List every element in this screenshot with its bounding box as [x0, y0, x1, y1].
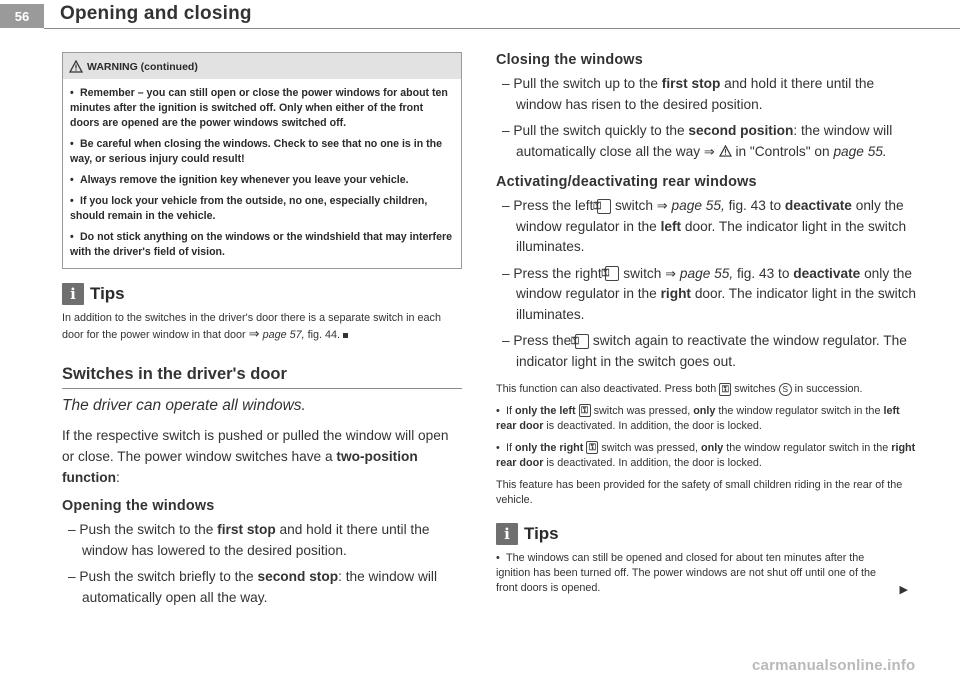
callout-circle: S — [779, 383, 792, 396]
info-i-icon: i — [496, 523, 518, 545]
tips-text: • The windows can still be opened and closed for about ten minutes after the ignition has been turned off. The power windows are not shut off until one of the front doors is opened. — [496, 551, 876, 594]
rear-bullet: • If only the right ⚿ switch was pressed, only the window regulator switch in the right rear door is deactivated. In addition, the door is locked. — [496, 441, 916, 469]
end-mark — [343, 333, 348, 338]
section-intro: If the respective switch is pushed or pulled the window will open or close. The power window switches have a two-position function: — [62, 428, 449, 485]
chapter-title: Opening and closing — [60, 3, 252, 24]
rear-step: – Press the left ⚿ switch ⇒ page 55, fig. 43 to deactivate only the window regulator in the left door. The indicator light in the switch illuminates. — [502, 198, 907, 254]
rear-windows-heading: Activating/deactivating rear windows — [496, 174, 757, 190]
tips-block — [62, 283, 462, 343]
child-lock-switch-icon: ⚿ — [586, 441, 598, 454]
tips-text: In addition to the switches in the driver's door there is a separate switch in each door for the power window in that door ⇒ page 57, fig. 44. — [62, 312, 441, 341]
tips-heading: i Tips — [62, 283, 462, 305]
header-rule — [44, 28, 960, 29]
rear-bullet: • If only the left ⚿ switch was pressed, only the window regulator switch in the left rear door is deactivated. In addition, the door is locked. — [496, 404, 900, 432]
rear-step: – Press the right ⚿ switch ⇒ page 55, fig. 43 to deactivate only the window regulator in the right door. The indicator light in the switch illuminates. — [502, 265, 916, 322]
section-title: Switches in the driver's door — [62, 365, 462, 389]
child-lock-switch-icon: ⚿ — [575, 334, 589, 349]
page-ref-link[interactable]: page 55, — [671, 198, 725, 213]
warning-item: • Always remove the ignition key whenever you leave your vehicle. — [70, 174, 409, 186]
rear-step: – Press the ⚿ switch again to reactivate the window regulator. The indicator light in the switch goes out. — [502, 333, 907, 369]
child-lock-switch-icon: ⚿ — [597, 199, 611, 214]
opening-step: – Push the switch to the first stop and hold it there until the window has lowered to the desired position. — [68, 522, 430, 558]
page-header — [0, 0, 960, 34]
right-column — [496, 52, 916, 596]
rear-note: This function can also deactivated. Press both ⚿ switches S in succession. — [496, 383, 863, 395]
page-ref-link[interactable]: page 55. — [833, 143, 887, 159]
child-lock-switch-icon: ⚿ — [605, 266, 619, 281]
warning-item: • Remember – you can still open or close the power windows for about ten minutes after the ignition is switched off. Only when either of the front doors are opened are the power windows switched off. — [70, 87, 448, 129]
warning-heading — [63, 53, 461, 79]
info-i-icon: i — [62, 283, 84, 305]
page-ref-link[interactable]: page 55, — [679, 265, 734, 281]
warning-triangle-icon — [69, 60, 83, 73]
warning-heading-text: WARNING (continued) — [87, 60, 198, 73]
tips-block — [496, 523, 916, 596]
continue-arrow-icon: ▶ — [899, 583, 908, 596]
child-lock-switch-icon: ⚿ — [719, 383, 731, 396]
left-column — [62, 52, 462, 608]
section-subtitle: The driver can operate all windows. — [62, 397, 306, 414]
closing-step: – Pull the switch quickly to the second position: the window will automatically close all the way ⇒ in "Controls" on page 55. — [502, 123, 893, 159]
warning-item: • Be careful when closing the windows. Check to see that no one is in the way, or serious injury could result! — [70, 138, 443, 165]
closing-windows-heading: Closing the windows — [496, 52, 643, 68]
opening-windows-heading: Opening the windows — [62, 498, 215, 514]
child-lock-switch-icon: ⚿ — [579, 404, 591, 417]
warning-body — [63, 79, 461, 268]
page-ref-link[interactable]: page 57, — [262, 329, 305, 341]
opening-step: – Push the switch briefly to the second stop: the window will automatically open all the way. — [68, 569, 437, 605]
closing-step: – Pull the switch up to the first stop and hold it there until the window has risen to the desired position. — [502, 76, 875, 112]
safety-note: This feature has been provided for the safety of small children riding in the rear of the vehicle. — [496, 478, 903, 506]
warning-triangle-icon — [719, 145, 732, 157]
page-number: 56 — [0, 4, 44, 28]
warning-box — [62, 52, 462, 269]
watermark: carmanualsonline.info — [752, 657, 916, 674]
warning-item: • Do not stick anything on the windows or the windshield that may interfere with the driver's field of vision. — [70, 231, 452, 258]
warning-item: • If you lock your vehicle from the outside, no one, especially children, should remain in the vehicle. — [70, 195, 428, 222]
tips-heading: i Tips — [496, 523, 916, 545]
